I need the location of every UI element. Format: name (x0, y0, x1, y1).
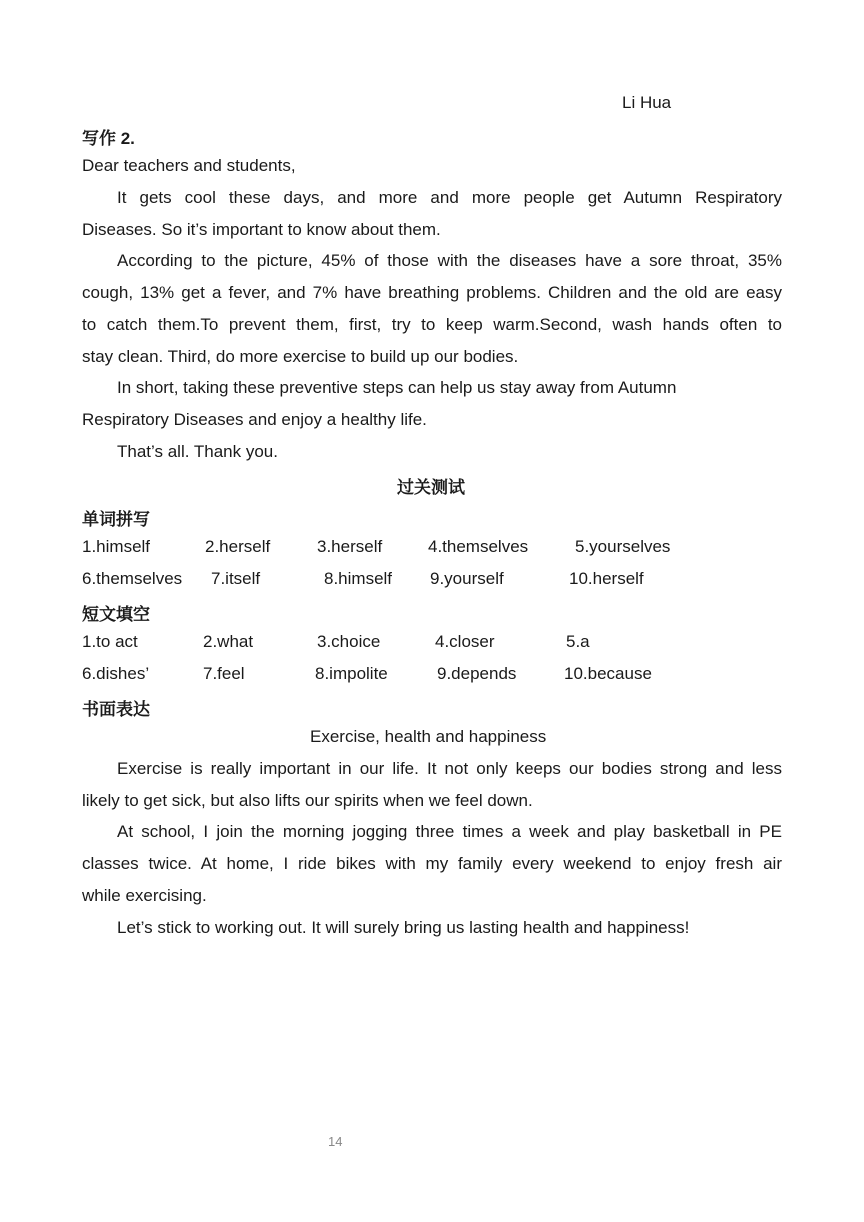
paragraph-line: According to the picture, 45% of those with the diseases have a sore throat, 35% (117, 251, 782, 270)
cloze-answer: 2.what (203, 632, 254, 651)
spelling-answer: 4.themselves (428, 537, 529, 556)
paragraph-line: In short, taking these preventive steps can help us stay away from Autumn (117, 378, 677, 397)
paragraph-line: Let’s stick to working out. It will surely bring us lasting health and happiness! (117, 918, 690, 937)
cloze-answer: 10.because (564, 664, 652, 683)
essay-title: Exercise, health and happiness (310, 727, 547, 746)
paragraph-line: At school, I join the morning jogging three times a week and play basketball in PE (117, 822, 782, 841)
test-title: 过关测试 (397, 478, 465, 497)
spelling-heading: 单词拼写 (82, 510, 150, 529)
cloze-answer: 3.choice (317, 632, 381, 651)
spelling-answer: 9.yourself (430, 569, 504, 588)
cloze-answer: 1.to act (82, 632, 138, 651)
paragraph-line: cough, 13% get a fever, and 7% have breathing problems. Children and the old are easy (82, 283, 782, 302)
spelling-answer: 10.herself (569, 569, 644, 588)
cloze-answer: 5.a (566, 632, 590, 651)
spelling-answer: 7.itself (211, 569, 261, 588)
paragraph-line: classes twice. At home, I ride bikes with my family every weekend to enjoy fresh air (82, 854, 782, 873)
cloze-answer: 8.impolite (315, 664, 388, 683)
paragraph-line: stay clean. Third, do more exercise to build up our bodies. (82, 347, 519, 366)
writing-heading: 书面表达 (82, 700, 150, 719)
spelling-answer: 3.herself (317, 537, 383, 556)
signature: Li Hua (622, 93, 672, 112)
spelling-answer: 6.themselves (82, 569, 183, 588)
paragraph-line: Diseases. So it’s important to know about them. (82, 220, 441, 239)
paragraph-line: It gets cool these days, and more and more people get Autumn Respiratory (117, 188, 782, 207)
cloze-answer: 7.feel (203, 664, 245, 683)
paragraph-line: Exercise is really important in our life. It not only keeps our bodies strong and less (117, 759, 782, 778)
cloze-heading: 短文填空 (82, 605, 150, 624)
spelling-answer: 1.himself (82, 537, 151, 556)
paragraph-line: likely to get sick, but also lifts our spirits when we feel down. (82, 791, 533, 810)
page-number: 14 (328, 1134, 343, 1149)
cloze-answer: 6.dishes’ (82, 664, 150, 683)
spelling-answer: 5.yourselves (575, 537, 671, 556)
paragraph-line: while exercising. (82, 886, 207, 905)
paragraph-line: Respiratory Diseases and enjoy a healthy life. (82, 410, 427, 429)
paragraph-line: to catch them.To prevent them, first, try to keep warm.Second, wash hands often to (82, 315, 782, 334)
closing: That’s all. Thank you. (117, 442, 278, 461)
writing2-heading: 写作 2. (82, 129, 135, 148)
spelling-answer: 2.herself (205, 537, 271, 556)
cloze-answer: 9.depends (437, 664, 517, 683)
cloze-answer: 4.closer (435, 632, 495, 651)
greeting: Dear teachers and students, (82, 156, 296, 175)
spelling-answer: 8.himself (324, 569, 393, 588)
